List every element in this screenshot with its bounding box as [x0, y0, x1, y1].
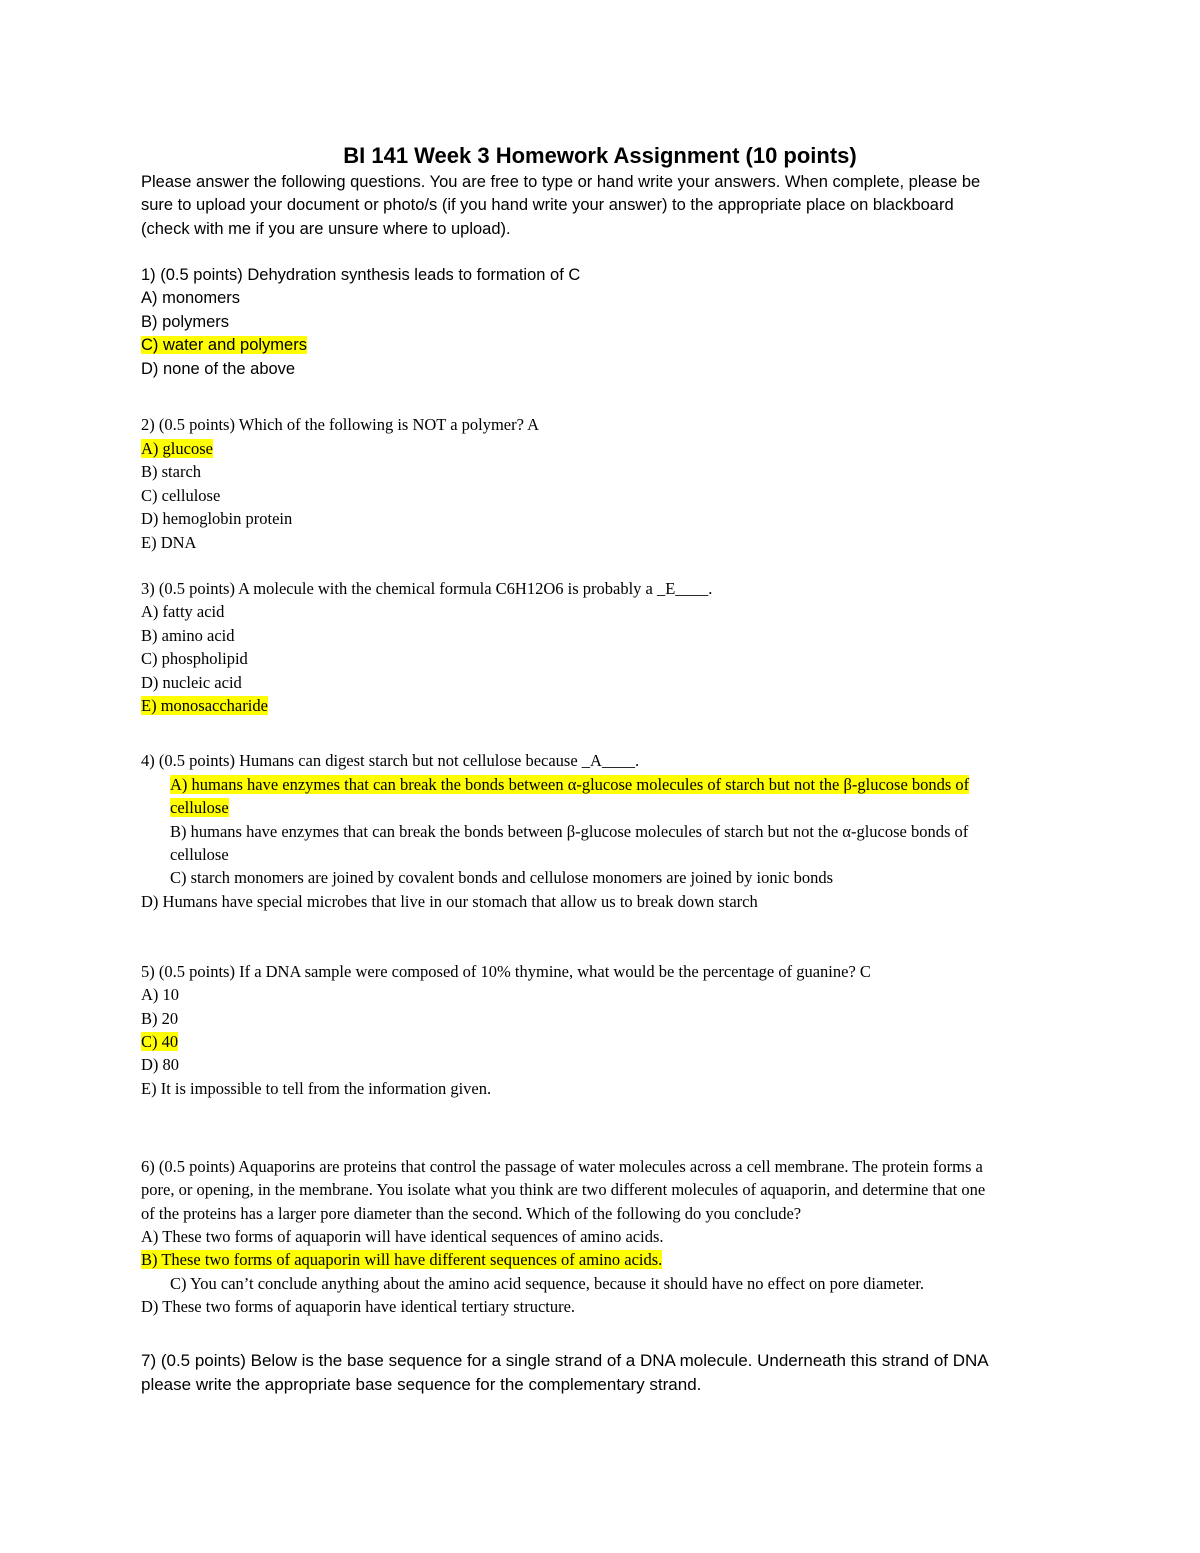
- question-3-stem: 3) (0.5 points) A molecule with the chemical formula C6H12O6 is probably a _E____.: [141, 579, 713, 598]
- question-5-stem: 5) (0.5 points) If a DNA sample were composed of 10% thymine, what would be the percentage of guanine? C: [141, 962, 871, 981]
- question-6-stem: pore, or opening, in the membrane. You isolate what you think are two different molecules of aquaporin, and determine that one: [141, 1180, 986, 1199]
- question-5-option: D) 80: [141, 1055, 180, 1074]
- question-6-option: C) You can’t conclude anything about the amino acid sequence, because it should have no effect on pore diameter.: [170, 1274, 925, 1293]
- question-2-option: C) cellulose: [141, 486, 221, 505]
- question-2-option: D) hemoglobin protein: [141, 509, 293, 528]
- question-2-answer-highlight: A) glucose: [141, 439, 213, 458]
- question-2-option: E) DNA: [141, 533, 197, 552]
- question-3-answer-highlight: E) monosaccharide: [141, 696, 268, 715]
- question-7-stem: please write the appropriate base sequence for the complementary strand.: [141, 1375, 702, 1394]
- question-4-stem: 4) (0.5 points) Humans can digest starch but not cellulose because _A____.: [141, 751, 640, 770]
- question-4-option: cellulose: [170, 845, 229, 864]
- question-1-option: D) none of the above: [141, 360, 296, 378]
- question-5-answer-highlight: C) 40: [141, 1032, 179, 1051]
- question-4-option: B) humans have enzymes that can break the bonds between β-glucose molecules of starch but not the α-glucose bonds of: [170, 822, 969, 841]
- question-6-stem: of the proteins has a larger pore diameter than the second. Which of the following do you conclude?: [141, 1204, 802, 1223]
- question-7-stem: 7) (0.5 points) Below is the base sequence for a single strand of a DNA molecule. Underneath this strand of DNA: [141, 1351, 989, 1370]
- question-3-option: C) phospholipid: [141, 649, 248, 668]
- question-6-option: D) These two forms of aquaporin have identical tertiary structure.: [141, 1297, 576, 1316]
- instructions-line: (check with me if you are unsure where to upload).: [141, 220, 511, 238]
- question-2-option: B) starch: [141, 462, 202, 481]
- question-4-option: C) starch monomers are joined by covalent bonds and cellulose monomers are joined by ionic bonds: [170, 868, 834, 887]
- question-5-option: B) 20: [141, 1009, 179, 1028]
- question-1-option: A) monomers: [141, 289, 241, 307]
- question-4-answer-highlight: cellulose: [170, 798, 229, 817]
- question-6-option: A) These two forms of aquaporin will have identical sequences of amino acids.: [141, 1227, 664, 1246]
- question-6-answer-highlight: B) These two forms of aquaporin will have different sequences of amino acids.: [141, 1250, 663, 1269]
- question-1-stem: 1) (0.5 points) Dehydration synthesis leads to formation of C: [141, 266, 581, 284]
- instructions-line: Please answer the following questions. You are free to type or hand write your answers. When complete, please be: [141, 173, 981, 191]
- question-4-answer-highlight: A) humans have enzymes that can break the bonds between α-glucose molecules of starch but not the β-glucose bonds of: [170, 775, 970, 794]
- question-1-answer-highlight: C) water and polymers: [141, 336, 307, 354]
- page-title: BI 141 Week 3 Homework Assignment (10 points): [343, 143, 857, 168]
- question-5-option: E) It is impossible to tell from the information given.: [141, 1079, 492, 1098]
- question-2-stem: 2) (0.5 points) Which of the following is NOT a polymer? A: [141, 415, 540, 434]
- question-3-option: B) amino acid: [141, 626, 235, 645]
- instructions-line: sure to upload your document or photo/s (if you hand write your answer) to the appropriate place on blackboard: [141, 196, 954, 214]
- question-1-option: B) polymers: [141, 313, 230, 331]
- question-4-option: D) Humans have special microbes that live in our stomach that allow us to break down starch: [141, 892, 758, 911]
- question-3-option: A) fatty acid: [141, 602, 225, 621]
- question-3-option: D) nucleic acid: [141, 673, 242, 692]
- question-5-option: A) 10: [141, 985, 180, 1004]
- question-6-stem: 6) (0.5 points) Aquaporins are proteins that control the passage of water molecules across a cell membrane. The protein forms a: [141, 1157, 983, 1176]
